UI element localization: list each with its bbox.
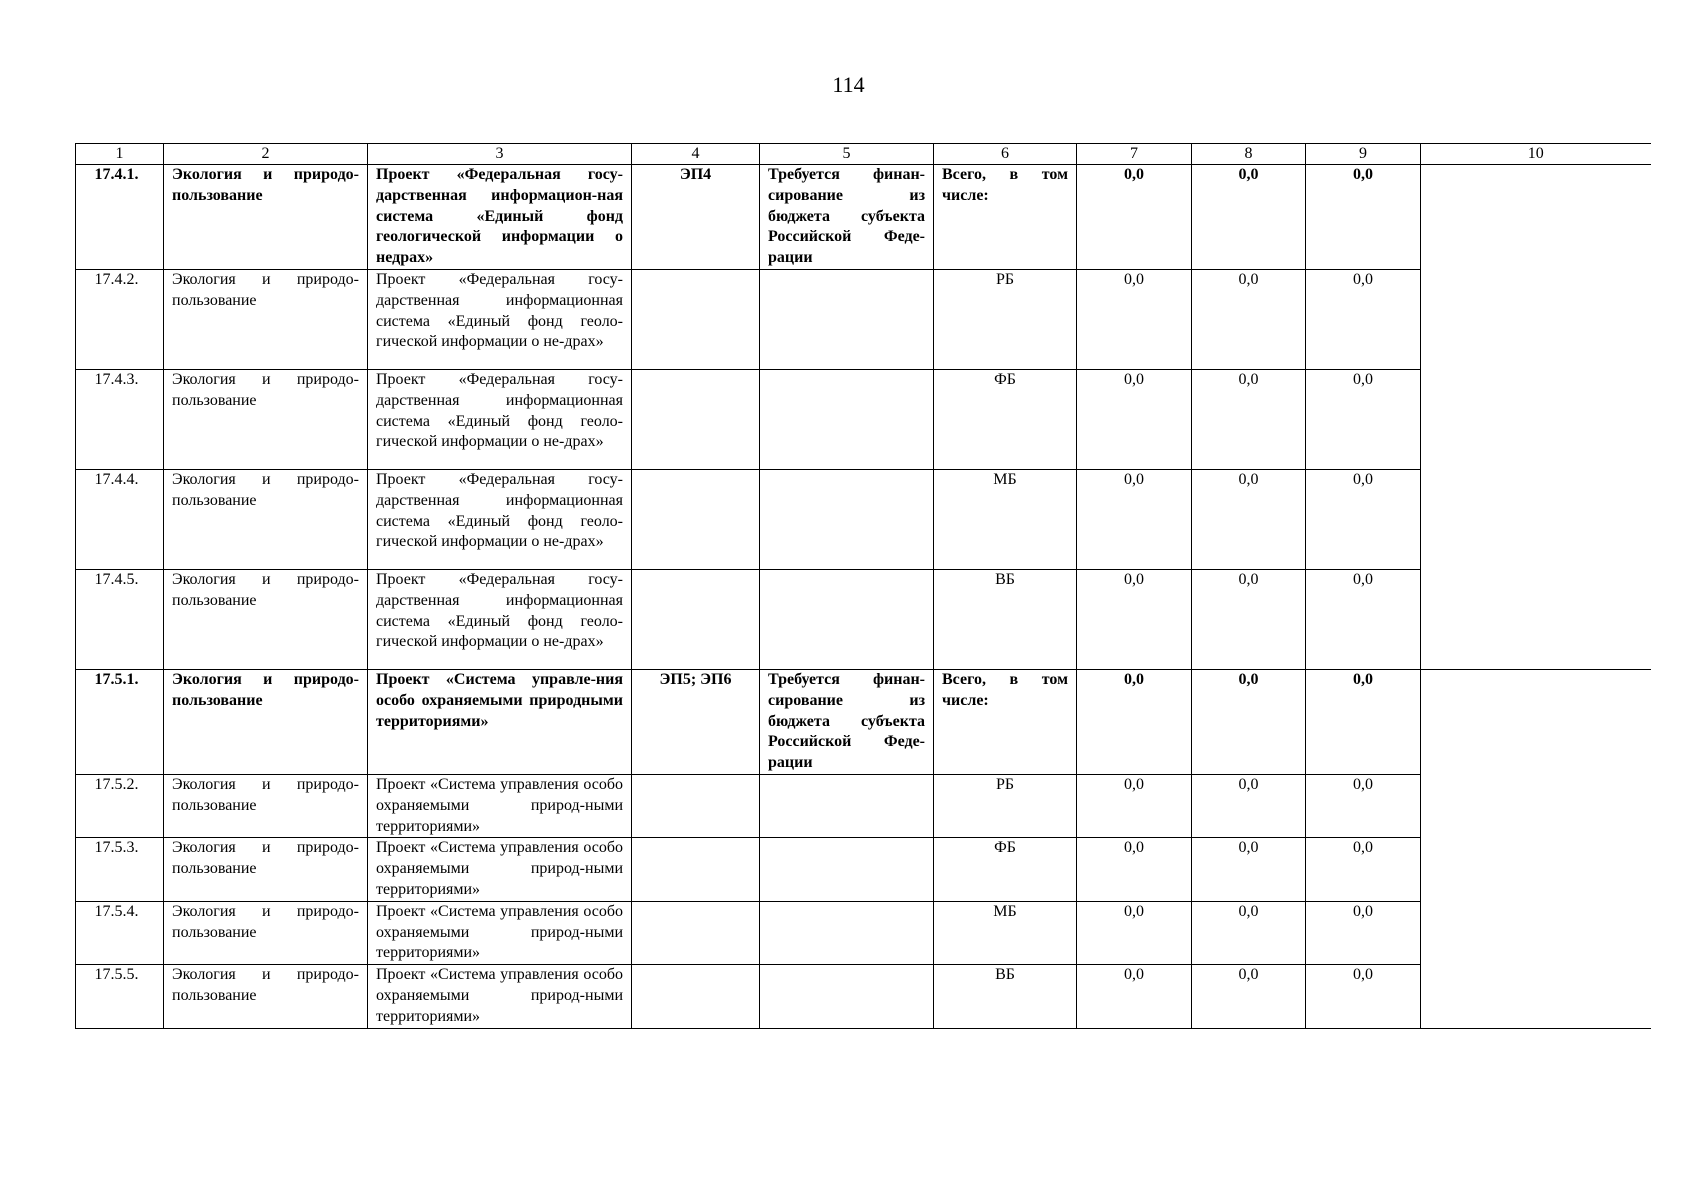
col-header-6: 6 [934, 144, 1077, 165]
source-cell: ФБ [934, 369, 1077, 469]
value-cell-7: 0,0 [1077, 269, 1192, 369]
code-cell [632, 965, 760, 1028]
table-row [76, 269, 1651, 369]
value-cell-9: 0,0 [1306, 901, 1421, 964]
empty-cell-10 [1421, 469, 1651, 569]
sphere-cell: Экология и природо-пользование [164, 369, 368, 469]
value-cell-9: 0,0 [1306, 165, 1421, 270]
col-header-3: 3 [368, 144, 632, 165]
financing-cell [760, 269, 934, 369]
financing-cell [760, 369, 934, 469]
row-number: 17.5.1. [76, 669, 164, 774]
value-cell-8: 0,0 [1192, 569, 1306, 669]
row-number: 17.4.5. [76, 569, 164, 669]
sphere-cell: Экология и природо-пользование [164, 569, 368, 669]
source-cell: МБ [934, 469, 1077, 569]
source-cell: Всего, в том числе: [934, 669, 1077, 774]
row-number: 17.5.2. [76, 774, 164, 837]
source-cell: ВБ [934, 569, 1077, 669]
value-cell-8: 0,0 [1192, 269, 1306, 369]
table-row [76, 469, 1651, 569]
value-cell-7: 0,0 [1077, 774, 1192, 837]
empty-cell-10 [1421, 774, 1651, 837]
value-cell-8: 0,0 [1192, 901, 1306, 964]
empty-cell-10 [1421, 269, 1651, 369]
project-cell: Проект «Федеральная госу-дарственная информацион-ная система «Единый фонд геологической информации о недрах» [368, 165, 632, 270]
code-cell [632, 469, 760, 569]
code-cell [632, 838, 760, 901]
sphere-cell: Экология и природо-пользование [164, 838, 368, 901]
col-header-5: 5 [760, 144, 934, 165]
value-cell-7: 0,0 [1077, 669, 1192, 774]
project-cell: Проект «Система управления особо охраняемыми природ-ными территориями» [368, 901, 632, 964]
sphere-cell: Экология и природо-пользование [164, 774, 368, 837]
col-header-8: 8 [1192, 144, 1306, 165]
code-cell: ЭП5; ЭП6 [632, 669, 760, 774]
row-number: 17.4.2. [76, 269, 164, 369]
project-cell: Проект «Федеральная госу-дарственная информационная система «Единый фонд геоло-гической информации о не-драх» [368, 369, 632, 469]
value-cell-9: 0,0 [1306, 369, 1421, 469]
value-cell-9: 0,0 [1306, 965, 1421, 1028]
project-cell: Проект «Система управления особо охраняемыми природ-ными территориями» [368, 965, 632, 1028]
value-cell-9: 0,0 [1306, 669, 1421, 774]
project-cell: Проект «Система управле-ния особо охраняемыми природными территориями» [368, 669, 632, 774]
empty-cell-10 [1421, 901, 1651, 964]
table-row [76, 569, 1651, 669]
source-cell: ФБ [934, 838, 1077, 901]
financing-cell [760, 569, 934, 669]
sphere-cell: Экология и природо-пользование [164, 269, 368, 369]
source-cell: РБ [934, 774, 1077, 837]
code-cell [632, 569, 760, 669]
table-row [76, 965, 1651, 1028]
value-cell-7: 0,0 [1077, 569, 1192, 669]
value-cell-9: 0,0 [1306, 838, 1421, 901]
col-header-4: 4 [632, 144, 760, 165]
value-cell-7: 0,0 [1077, 901, 1192, 964]
sphere-cell: Экология и природо-пользование [164, 469, 368, 569]
value-cell-8: 0,0 [1192, 469, 1306, 569]
row-number: 17.5.4. [76, 901, 164, 964]
project-cell: Проект «Система управления особо охраняемыми природ-ными территориями» [368, 774, 632, 837]
value-cell-8: 0,0 [1192, 669, 1306, 774]
value-cell-9: 0,0 [1306, 269, 1421, 369]
financing-cell: Требуется финан-сирование из бюджета субъекта Российской Феде-рации [760, 165, 934, 270]
financing-cell [760, 469, 934, 569]
source-cell: РБ [934, 269, 1077, 369]
col-header-7: 7 [1077, 144, 1192, 165]
value-cell-8: 0,0 [1192, 165, 1306, 270]
sphere-cell: Экология и природо-пользование [164, 669, 368, 774]
financing-cell: Требуется финан-сирование из бюджета субъекта Российской Феде-рации [760, 669, 934, 774]
code-cell [632, 269, 760, 369]
empty-cell-10 [1421, 569, 1651, 669]
table-row [76, 165, 1651, 270]
col-header-10: 10 [1421, 144, 1651, 165]
value-cell-9: 0,0 [1306, 469, 1421, 569]
table-row [76, 774, 1651, 837]
source-cell: Всего, в том числе: [934, 165, 1077, 270]
table-row [76, 669, 1651, 774]
row-number: 17.5.3. [76, 838, 164, 901]
code-cell [632, 369, 760, 469]
row-number: 17.4.3. [76, 369, 164, 469]
col-header-1: 1 [76, 144, 164, 165]
program-table [75, 143, 1651, 1029]
value-cell-7: 0,0 [1077, 838, 1192, 901]
project-cell: Проект «Федеральная госу-дарственная информационная система «Единый фонд геоло-гической информации о не-драх» [368, 269, 632, 369]
financing-cell [760, 901, 934, 964]
value-cell-8: 0,0 [1192, 369, 1306, 469]
financing-cell [760, 965, 934, 1028]
value-cell-9: 0,0 [1306, 569, 1421, 669]
value-cell-7: 0,0 [1077, 165, 1192, 270]
code-cell [632, 901, 760, 964]
value-cell-8: 0,0 [1192, 774, 1306, 837]
row-number: 17.4.1. [76, 165, 164, 270]
project-cell: Проект «Федеральная госу-дарственная информационная система «Единый фонд геоло-гической информации о не-драх» [368, 569, 632, 669]
empty-cell-10 [1421, 165, 1651, 270]
value-cell-9: 0,0 [1306, 774, 1421, 837]
sphere-cell: Экология и природо-пользование [164, 165, 368, 270]
row-number: 17.5.5. [76, 965, 164, 1028]
financing-cell [760, 774, 934, 837]
value-cell-7: 0,0 [1077, 369, 1192, 469]
table-row [76, 838, 1651, 901]
col-header-9: 9 [1306, 144, 1421, 165]
empty-cell-10 [1421, 669, 1651, 774]
source-cell: МБ [934, 901, 1077, 964]
value-cell-8: 0,0 [1192, 838, 1306, 901]
code-cell: ЭП4 [632, 165, 760, 270]
empty-cell-10 [1421, 838, 1651, 901]
col-header-2: 2 [164, 144, 368, 165]
financing-cell [760, 838, 934, 901]
sphere-cell: Экология и природо-пользование [164, 901, 368, 964]
table-row [76, 369, 1651, 469]
empty-cell-10 [1421, 965, 1651, 1028]
project-cell: Проект «Система управления особо охраняемыми природ-ными территориями» [368, 838, 632, 901]
code-cell [632, 774, 760, 837]
empty-cell-10 [1421, 369, 1651, 469]
sphere-cell: Экология и природо-пользование [164, 965, 368, 1028]
source-cell: ВБ [934, 965, 1077, 1028]
value-cell-7: 0,0 [1077, 965, 1192, 1028]
table-row [76, 901, 1651, 964]
project-cell: Проект «Федеральная госу-дарственная информационная система «Единый фонд геоло-гической информации о не-драх» [368, 469, 632, 569]
row-number: 17.4.4. [76, 469, 164, 569]
value-cell-8: 0,0 [1192, 965, 1306, 1028]
page-number: 114 [832, 72, 865, 97]
header-row [76, 144, 1651, 165]
value-cell-7: 0,0 [1077, 469, 1192, 569]
